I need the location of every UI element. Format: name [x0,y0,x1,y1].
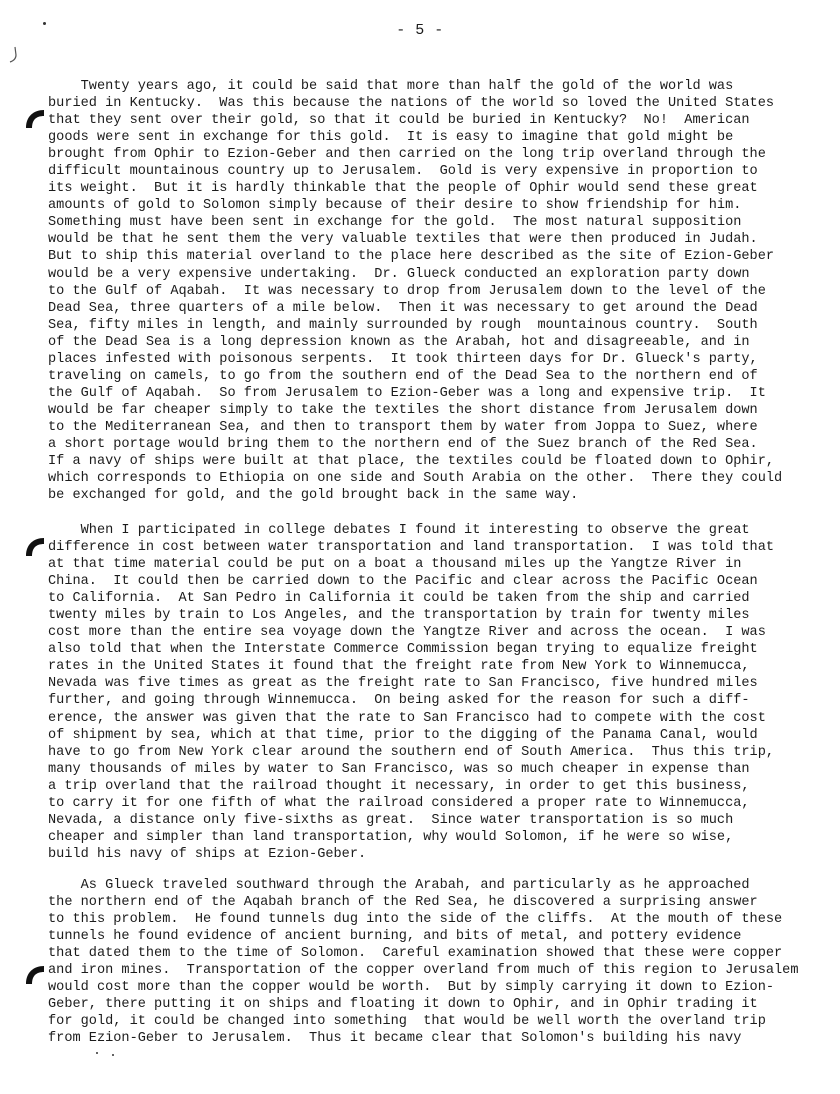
scan-speck [96,1052,98,1054]
text-line: Sea, fifty miles in length, and mainly surrounded by rough mountainous country. South [48,317,758,333]
scan-speck [112,1054,114,1056]
text-line: further, and going through Winnemucca. On being asked for the reason for such a diff- [48,693,750,709]
text-line: twenty miles by train to Los Angeles, and the transportation by train for twenty miles [48,608,750,624]
text-line: of shipment by sea, which at that time, prior to the digging of the Panama Canal, would [48,727,758,743]
text-line: cheaper and simpler than land transportation, why would Solomon, if he were so wise, [48,829,734,845]
text-line: would be far cheaper simply to take the textiles the short distance from Jerusalem down [48,402,758,418]
text-line: Nevada, a distance only five-sixths as great. Since water transportation is so much [48,812,734,828]
text-line: cost more than the entire sea voyage down the Yangtze River and across the ocean. I was [48,625,766,641]
text-line: for gold, it could be changed into something that would be well worth the overland trip [48,1014,766,1030]
text-line: rates in the United States it found that the freight rate from New York to Winnemucca, [48,659,750,675]
text-line: would be a very expensive undertaking. Dr. Glueck conducted an exploration party down [48,266,750,282]
scan-speck [43,22,46,25]
text-line: buried in Kentucky. Was this because the nations of the world so loved the United States [48,96,775,112]
text-line: But to ship this material overland to the place here described as the site of Ezion-Geber [48,249,775,265]
text-line: at that time material could be put on a boat a thousand miles up the Yangtze River in [48,557,742,573]
text-line: Geber, there putting it on ships and floating it down to Ophir, and in Ophir trading it [48,997,758,1013]
text-line: goods were sent in exchange for this gold. It is easy to imagine that gold might be [48,130,734,146]
text-line: China. It could then be carried down to the Pacific and clear across the Pacific Ocean [48,574,758,590]
text-line: Twenty years ago, it could be said that more than half the gold of the world was [48,79,734,94]
text-line: also told that when the Interstate Commerce Commission began trying to equalize freight [48,642,758,658]
text-line: many thousands of miles by water to San Francisco, was so much cheaper in expense than [48,761,750,777]
text-line: which corresponds to Ethiopia on one side and South Arabia on the other. There they could [48,471,783,487]
text-line: have to go from New York clear around the southern end of South America. Thus this trip, [48,744,775,760]
text-line: be exchanged for gold, and the gold brought back in the same way. [48,488,579,504]
text-line: to the Gulf of Aqabah. It was necessary to drop from Jerusalem down to the level of the [48,283,766,299]
paragraph-2 [48,522,838,863]
punch-hole-mark [24,536,46,558]
text-line: As Glueck traveled southward through the Arabah, and particularly as he approached [48,878,750,893]
text-line: a trip overland that the railroad thought it necessary, in order to get this business, [48,778,750,794]
paragraph-1 [48,78,838,504]
text-line: tunnels he found evidence of ancient burning, and bits of metal, and pottery evidence [48,929,742,945]
text-line: the northern end of the Aqabah branch of the Red Sea, he discovered a surprising answer [48,895,758,911]
text-line: build his navy of ships at Ezion-Geber. [48,846,367,862]
text-line: difficult mountainous country up to Jerusalem. Gold is very expensive in proportion to [48,164,758,180]
punch-hole-mark [24,108,46,130]
text-line: from Ezion-Geber to Jerusalem. Thus it became clear that Solomon's building his navy [48,1031,742,1047]
text-line: would cost more than the copper would be worth. But by simply carrying it down to Ezion- [48,980,775,996]
text-line: that dated them to the time of Solomon. Careful examination showed that these were copper [48,946,783,962]
text-line: and iron mines. Transportation of the copper overland from much of this region to Jerusalem [48,963,799,979]
text-line: traveling on camels, to go from the southern end of the Dead Sea to the northern end of [48,368,758,384]
text-line: places infested with poisonous serpents. It took thirteen days for Dr. Glueck's party, [48,351,758,367]
text-line: Dead Sea, three quarters of a mile below. Then it was necessary to get around the Dead [48,300,758,316]
text-line: that they sent over their gold, so that it could be buried in Kentucky? No! American [48,113,750,129]
text-line: to carry it for one fifth of what the railroad considered a proper rate to Winnemucca, [48,795,750,811]
text-line: erence, the answer was given that the rate to San Francisco had to compete with the cost [48,710,766,726]
text-line: to this problem. He found tunnels dug into the side of the cliffs. At the mouth of these [48,912,783,928]
text-line: a short portage would bring them to the northern end of the Suez branch of the Red Sea. [48,436,758,452]
text-line: of the Dead Sea is a long depression known as the Arabah, hot and disagreeable, and in [48,334,750,350]
text-line: amounts of gold to Solomon simply because of their desire to show friendship for him. [48,198,742,214]
scan-mark [8,46,20,64]
punch-hole-mark [24,964,46,986]
page-number: - 5 - [396,22,444,39]
text-line: its weight. But it is hardly thinkable that the people of Ophir would send these great [48,181,758,197]
text-line: Nevada was five times as great as the freight rate to San Francisco, five hundred miles [48,676,758,692]
text-line: the Gulf of Aqabah. So from Jerusalem to Ezion-Geber was a long and expensive trip. It [48,385,766,401]
text-line: Something must have been sent in exchange for the gold. The most natural supposition [48,215,742,231]
text-line: to California. At San Pedro in California it could be taken from the ship and carried [48,591,750,607]
paragraph-3 [48,877,838,1047]
text-line: to the Mediterranean Sea, and then to transport them by water from Joppa to Suez, where [48,419,758,435]
text-line: brought from Ophir to Ezion-Geber and then carried on the long trip overland through the [48,147,766,163]
text-line: When I participated in college debates I found it interesting to observe the great [48,523,750,538]
text-line: If a navy of ships were built at that place, the textiles could be floated down to Ophir, [48,454,775,470]
text-line: would be that he sent them the very valuable textiles that were then produced in Judah. [48,232,758,248]
text-line: difference in cost between water transportation and land transportation. I was told that [48,540,775,556]
